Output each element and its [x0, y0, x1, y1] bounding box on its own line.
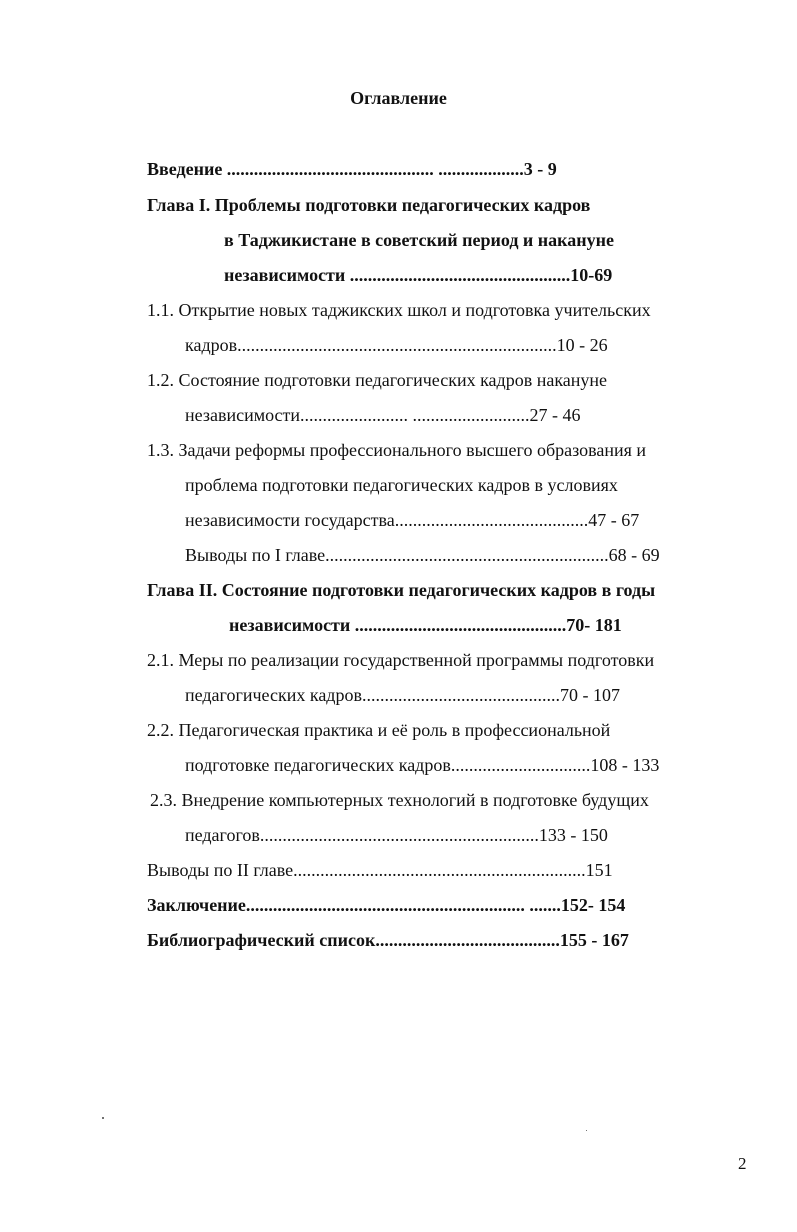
toc-entry-1-2-line-2: независимости........................ ..........................27 - 46 — [185, 405, 581, 425]
toc-entry-conclusions-1: Выводы по I главе...............................................................68 - 69 — [185, 545, 660, 565]
toc-entry-introduction: Введение .............................................. ...................3 - 9 — [147, 159, 557, 179]
scan-speck — [586, 1130, 587, 1131]
toc-entry-chapter-1-line-2: в Таджикистане в советский период и накануне — [224, 230, 614, 250]
page-title: Оглавление — [350, 88, 447, 108]
toc-entry-2-2-line-1: 2.2. Педагогическая практика и её роль в профессиональной — [147, 720, 611, 740]
scan-speck — [102, 1117, 104, 1119]
toc-entry-1-3-line-1: 1.3. Задачи реформы профессионального высшего образования и — [147, 440, 647, 460]
toc-entry-conclusions-2: Выводы по II главе.................................................................151 — [147, 860, 613, 880]
toc-entry-2-3-line-1: 2.3. Внедрение компьютерных технологий в подготовке будущих — [150, 790, 649, 810]
toc-entry-chapter-1-line-3: независимости .................................................10-69 — [224, 265, 613, 285]
toc-entry-2-3-line-2: педагогов..............................................................133 - 150 — [185, 825, 608, 845]
toc-entry-2-1-line-1: 2.1. Меры по реализации государственной программы подготовки — [147, 650, 655, 670]
toc-entry-1-1-line-2: кадров.......................................................................10 - 26 — [185, 335, 608, 355]
toc-entry-chapter-2-line-1: Глава II. Состояние подготовки педагогических кадров в годы — [147, 580, 656, 600]
toc-entry-chapter-1-line-1: Глава I. Проблемы подготовки педагогических кадров — [147, 195, 591, 215]
toc-entry-2-2-line-2: подготовке педагогических кадров...............................108 - 133 — [185, 755, 660, 775]
toc-entry-1-2-line-1: 1.2. Состояние подготовки педагогических кадров накануне — [147, 370, 608, 390]
toc-entry-chapter-2-line-2: независимости ...............................................70- 181 — [229, 615, 622, 635]
toc-entry-conclusion: Заключение.............................................................. .......152- 154 — [147, 895, 626, 915]
toc-entry-1-3-line-3: независимости государства...........................................47 - 67 — [185, 510, 640, 530]
page-number: 2 — [738, 1154, 747, 1173]
toc-entry-2-1-line-2: педагогических кадров............................................70 - 107 — [185, 685, 620, 705]
toc-entry-1-1-line-1: 1.1. Открытие новых таджикских школ и подготовка учительских — [147, 300, 651, 320]
toc-entry-1-3-line-2: проблема подготовки педагогических кадров в условиях — [185, 475, 618, 495]
toc-entry-bibliography: Библиографический список.........................................155 - 167 — [147, 930, 629, 950]
